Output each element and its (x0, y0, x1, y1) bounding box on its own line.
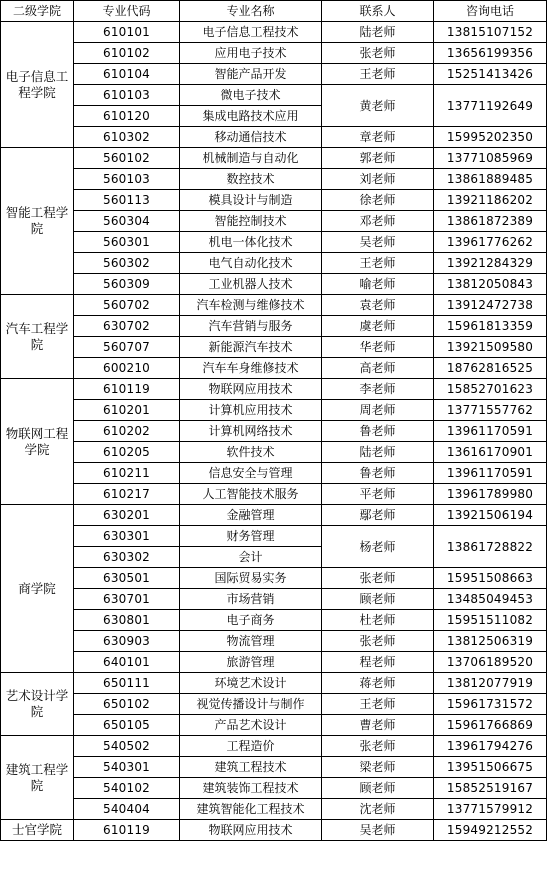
contact-cell: 张老师 (322, 736, 434, 757)
table-row (1, 778, 547, 799)
major-name-cell: 信息安全与管理 (180, 463, 322, 484)
contact-cell: 吴老师 (322, 232, 434, 253)
table-row (1, 232, 547, 253)
contact-cell: 鄢老师 (322, 505, 434, 526)
table-row (1, 211, 547, 232)
college-cell: 建筑工程学院 (1, 736, 74, 820)
table-row (1, 127, 547, 148)
contact-cell: 沈老师 (322, 799, 434, 820)
contact-cell: 王老师 (322, 253, 434, 274)
major-code-cell: 650111 (74, 673, 180, 694)
phone-cell: 15949212552 (434, 820, 547, 841)
major-code-cell: 630903 (74, 631, 180, 652)
phone-cell: 13921506194 (434, 505, 547, 526)
major-code-cell: 540102 (74, 778, 180, 799)
table-row (1, 757, 547, 778)
major-code-cell: 610104 (74, 64, 180, 85)
table-row (1, 820, 547, 841)
major-name-cell: 汽车检测与维修技术 (180, 295, 322, 316)
phone-cell: 13771085969 (434, 148, 547, 169)
phone-cell: 13961789980 (434, 484, 547, 505)
major-code-cell: 630702 (74, 316, 180, 337)
major-name-cell: 人工智能技术服务 (180, 484, 322, 505)
college-cell: 汽车工程学院 (1, 295, 74, 379)
table-row (1, 715, 547, 736)
major-code-cell: 610217 (74, 484, 180, 505)
major-code-cell: 560707 (74, 337, 180, 358)
table-row (1, 253, 547, 274)
table-row (1, 274, 547, 295)
major-name-cell: 电气自动化技术 (180, 253, 322, 274)
table-row (1, 22, 547, 43)
table-row (1, 379, 547, 400)
header-college: 二级学院 (1, 1, 74, 22)
major-code-cell: 560102 (74, 148, 180, 169)
college-cell: 商学院 (1, 505, 74, 673)
major-name-cell: 新能源汽车技术 (180, 337, 322, 358)
major-name-cell: 工程造价 (180, 736, 322, 757)
major-name-cell: 财务管理 (180, 526, 322, 547)
major-name-cell: 微电子技术 (180, 85, 322, 106)
major-name-cell: 应用电子技术 (180, 43, 322, 64)
major-name-cell: 建筑装饰工程技术 (180, 778, 322, 799)
major-name-cell: 软件技术 (180, 442, 322, 463)
major-code-cell: 630701 (74, 589, 180, 610)
phone-cell: 15951508663 (434, 568, 547, 589)
table-row (1, 421, 547, 442)
phone-cell: 13961170591 (434, 463, 547, 484)
contact-cell: 王老师 (322, 694, 434, 715)
contact-cell: 陆老师 (322, 22, 434, 43)
contact-cell: 徐老师 (322, 190, 434, 211)
major-code-cell: 630302 (74, 547, 180, 568)
table-row (1, 484, 547, 505)
phone-cell: 13706189520 (434, 652, 547, 673)
contact-cell: 华老师 (322, 337, 434, 358)
table-row (1, 358, 547, 379)
contact-cell: 杜老师 (322, 610, 434, 631)
header-phone: 咨询电话 (434, 1, 547, 22)
phone-cell: 13771192649 (434, 85, 547, 127)
contact-cell: 虞老师 (322, 316, 434, 337)
college-cell: 电子信息工程学院 (1, 22, 74, 148)
table-row (1, 505, 547, 526)
contact-cell: 喻老师 (322, 274, 434, 295)
major-name-cell: 工业机器人技术 (180, 274, 322, 295)
phone-cell: 13951506675 (434, 757, 547, 778)
table-row (1, 43, 547, 64)
contact-cell: 袁老师 (322, 295, 434, 316)
major-code-cell: 610103 (74, 85, 180, 106)
major-name-cell: 汽车车身维修技术 (180, 358, 322, 379)
major-name-cell: 汽车营销与服务 (180, 316, 322, 337)
major-code-cell: 650102 (74, 694, 180, 715)
contact-cell: 梁老师 (322, 757, 434, 778)
major-name-cell: 电子商务 (180, 610, 322, 631)
major-name-cell: 智能产品开发 (180, 64, 322, 85)
contact-cell: 王老师 (322, 64, 434, 85)
phone-cell: 13961794276 (434, 736, 547, 757)
contact-cell: 张老师 (322, 568, 434, 589)
table-row (1, 568, 547, 589)
major-name-cell: 视觉传播设计与制作 (180, 694, 322, 715)
table-row (1, 589, 547, 610)
college-cell: 智能工程学院 (1, 148, 74, 295)
table-row (1, 463, 547, 484)
phone-cell: 13912472738 (434, 295, 547, 316)
table-row (1, 652, 547, 673)
contact-cell: 顾老师 (322, 778, 434, 799)
contact-cell: 章老师 (322, 127, 434, 148)
phone-cell: 13921186202 (434, 190, 547, 211)
contact-cell: 周老师 (322, 400, 434, 421)
contact-cell: 平老师 (322, 484, 434, 505)
major-code-cell: 560309 (74, 274, 180, 295)
phone-cell: 15961766869 (434, 715, 547, 736)
contact-cell: 蒋老师 (322, 673, 434, 694)
contact-cell: 张老师 (322, 631, 434, 652)
major-name-cell: 智能控制技术 (180, 211, 322, 232)
table-row (1, 169, 547, 190)
contact-cell: 高老师 (322, 358, 434, 379)
major-code-cell: 610205 (74, 442, 180, 463)
major-code-cell: 560302 (74, 253, 180, 274)
major-code-cell: 610211 (74, 463, 180, 484)
major-name-cell: 移动通信技术 (180, 127, 322, 148)
major-code-cell: 560702 (74, 295, 180, 316)
major-name-cell: 建筑智能化工程技术 (180, 799, 322, 820)
table-row (1, 631, 547, 652)
phone-cell: 13812077919 (434, 673, 547, 694)
major-code-cell: 610101 (74, 22, 180, 43)
major-name-cell: 物联网应用技术 (180, 379, 322, 400)
contact-cell: 陆老师 (322, 442, 434, 463)
table-row (1, 337, 547, 358)
major-code-cell: 610201 (74, 400, 180, 421)
table-row (1, 64, 547, 85)
phone-cell: 13656199356 (434, 43, 547, 64)
contact-cell: 郭老师 (322, 148, 434, 169)
phone-cell: 18762816525 (434, 358, 547, 379)
phone-cell: 13812506319 (434, 631, 547, 652)
table-row (1, 316, 547, 337)
major-code-cell: 560304 (74, 211, 180, 232)
major-name-cell: 计算机网络技术 (180, 421, 322, 442)
major-name-cell: 市场营销 (180, 589, 322, 610)
major-code-cell: 560103 (74, 169, 180, 190)
contact-cell: 鲁老师 (322, 463, 434, 484)
phone-cell: 13861889485 (434, 169, 547, 190)
contact-cell: 程老师 (322, 652, 434, 673)
major-name-cell: 环境艺术设计 (180, 673, 322, 694)
table-row (1, 799, 547, 820)
header-code: 专业代码 (74, 1, 180, 22)
phone-cell: 15852519167 (434, 778, 547, 799)
contact-cell: 杨老师 (322, 526, 434, 568)
table-row (1, 610, 547, 631)
major-code-cell: 610120 (74, 106, 180, 127)
major-name-cell: 电子信息工程技术 (180, 22, 322, 43)
major-code-cell: 540301 (74, 757, 180, 778)
major-code-cell: 610102 (74, 43, 180, 64)
major-name-cell: 国际贸易实务 (180, 568, 322, 589)
major-code-cell: 610119 (74, 820, 180, 841)
phone-cell: 13812050843 (434, 274, 547, 295)
major-code-cell: 630801 (74, 610, 180, 631)
contact-cell: 李老师 (322, 379, 434, 400)
major-name-cell: 产品艺术设计 (180, 715, 322, 736)
phone-cell: 13921509580 (434, 337, 547, 358)
phone-cell: 15961731572 (434, 694, 547, 715)
phone-cell: 13616170901 (434, 442, 547, 463)
contact-cell: 曹老师 (322, 715, 434, 736)
major-code-cell: 650105 (74, 715, 180, 736)
college-cell: 艺术设计学院 (1, 673, 74, 736)
contact-cell: 邓老师 (322, 211, 434, 232)
major-code-cell: 610202 (74, 421, 180, 442)
phone-cell: 13921284329 (434, 253, 547, 274)
phone-cell: 13485049453 (434, 589, 547, 610)
major-code-cell: 630201 (74, 505, 180, 526)
phone-cell: 13815107152 (434, 22, 547, 43)
major-code-cell: 560113 (74, 190, 180, 211)
major-code-cell: 560301 (74, 232, 180, 253)
phone-cell: 13861728822 (434, 526, 547, 568)
college-cell: 士官学院 (1, 820, 74, 841)
contact-cell: 黄老师 (322, 85, 434, 127)
phone-cell: 15852701623 (434, 379, 547, 400)
major-name-cell: 物流管理 (180, 631, 322, 652)
contact-cell: 顾老师 (322, 589, 434, 610)
header-major: 专业名称 (180, 1, 322, 22)
major-name-cell: 数控技术 (180, 169, 322, 190)
phone-cell: 13771557762 (434, 400, 547, 421)
phone-cell: 15961813359 (434, 316, 547, 337)
phone-cell: 13961170591 (434, 421, 547, 442)
major-name-cell: 模具设计与制造 (180, 190, 322, 211)
major-name-cell: 金融管理 (180, 505, 322, 526)
table-row (1, 736, 547, 757)
header-row (1, 1, 547, 22)
major-code-cell: 630501 (74, 568, 180, 589)
table-row (1, 526, 547, 547)
phone-cell: 15951511082 (434, 610, 547, 631)
major-code-cell: 600210 (74, 358, 180, 379)
phone-cell: 15995202350 (434, 127, 547, 148)
phone-cell: 13861872389 (434, 211, 547, 232)
major-code-cell: 610119 (74, 379, 180, 400)
contact-cell: 张老师 (322, 43, 434, 64)
major-name-cell: 机械制造与自动化 (180, 148, 322, 169)
table-row (1, 400, 547, 421)
major-code-cell: 540502 (74, 736, 180, 757)
college-cell: 物联网工程学院 (1, 379, 74, 505)
major-name-cell: 建筑工程技术 (180, 757, 322, 778)
major-name-cell: 会计 (180, 547, 322, 568)
major-name-cell: 机电一体化技术 (180, 232, 322, 253)
phone-cell: 15251413426 (434, 64, 547, 85)
major-name-cell: 计算机应用技术 (180, 400, 322, 421)
table-row (1, 190, 547, 211)
major-name-cell: 物联网应用技术 (180, 820, 322, 841)
major-code-cell: 630301 (74, 526, 180, 547)
phone-cell: 13961776262 (434, 232, 547, 253)
table-row (1, 673, 547, 694)
major-code-cell: 640101 (74, 652, 180, 673)
table-row (1, 148, 547, 169)
table-row (1, 694, 547, 715)
contact-cell: 吴老师 (322, 820, 434, 841)
major-name-cell: 旅游管理 (180, 652, 322, 673)
table-body (1, 22, 547, 841)
header-contact: 联系人 (322, 1, 434, 22)
contact-cell: 鲁老师 (322, 421, 434, 442)
table-row (1, 85, 547, 106)
contact-cell: 刘老师 (322, 169, 434, 190)
major-code-cell: 610302 (74, 127, 180, 148)
table-row (1, 295, 547, 316)
major-code-cell: 540404 (74, 799, 180, 820)
major-name-cell: 集成电路技术应用 (180, 106, 322, 127)
phone-cell: 13771579912 (434, 799, 547, 820)
table-row (1, 442, 547, 463)
